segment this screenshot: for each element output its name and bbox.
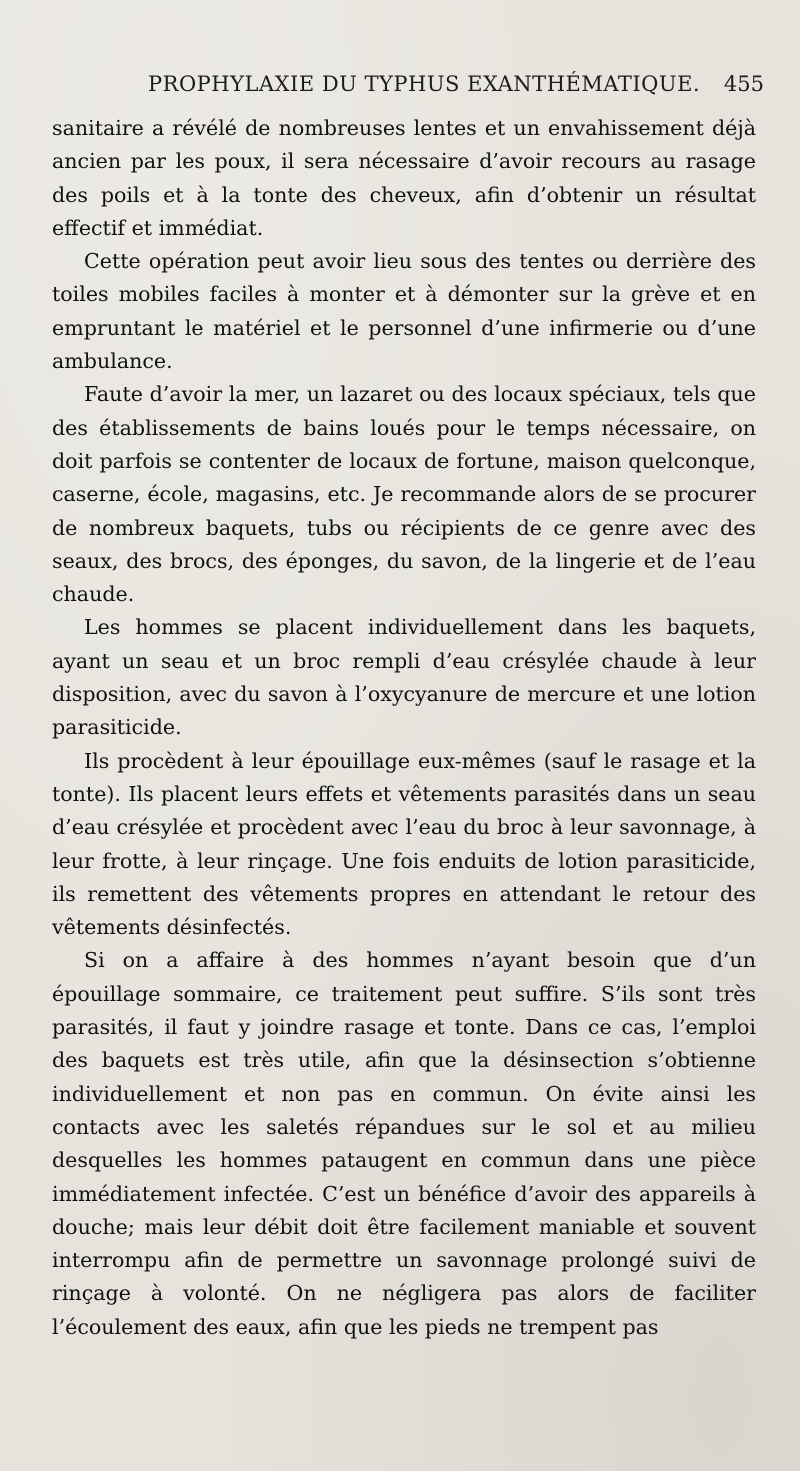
paragraph: Faute d’avoir la mer, un lazaret ou des locaux spéciaux, tels que des établissements de bains loués pour le temps nécessaire, on doit parfois se contenter de locaux de fortune, maison quelconque, caserne, école, magasins, etc. Je recommande alors de se procurer de nombreux baquets, tubs ou récipients de ce genre avec des seaux, des brocs, des éponges, du savon, de la lingerie et de l’eau chaude. xyxy=(52,382,756,607)
paragraph: Cette opération peut avoir lieu sous des tentes ou derrière des toiles mobiles faciles à monter et à démonter sur la grève et en empruntant le matériel et le personnel d’une infirmerie ou d’une ambulance. xyxy=(52,249,756,374)
paragraph: Ils procèdent à leur épouillage eux-mêmes (sauf le rasage et la tonte). Ils placent leurs effets et vêtements parasités dans un seau d’eau crésylée et procèdent avec l’eau du broc à leur savonnage, à leur frotte, à leur rinçage. Une fois enduits de lotion parasiticide, ils remettent des vêtements propres en attendant le retour des vêtements désinfectés. xyxy=(52,748,756,940)
running-head: PROPHYLAXIE DU TYPHUS EXANTHÉMATIQUE. xyxy=(148,72,701,96)
paragraph: Si on a affaire à des hommes n’ayant besoin que d’un épouillage sommaire, ce traitement peut suffire. S’ils sont très parasités, il faut y joindre rasage et tonte. Dans ce cas, l’emploi des baquets est très utile, afin que la désinsection s’obtienne individuellement et non pas en commun. On évite ainsi les contacts avec les saletés répandues sur le sol et au milieu desquelles les hommes pataugent en commun dans une pièce immédiatement infectée. C’est un bénéfice d’avoir des appareils à douche; mais leur débit doit être facilement maniable et souvent interrompu afin de permettre un savonnage prolongé suivi de rinçage à volonté. On ne négligera pas alors de faciliter l’écoulement des eaux, afin que les pieds ne trempent pas xyxy=(52,948,756,1339)
page-number: 455 xyxy=(723,72,764,96)
paragraph: Les hommes se placent individuellement dans les baquets, ayant un seau et un broc rempli d’eau crésylée chaude à leur disposition, avec du savon à l’oxycyanure de mercure et une lotion parasiticide. xyxy=(52,615,756,740)
body-text xyxy=(52,112,756,1344)
page-header xyxy=(52,66,764,106)
paragraph: sanitaire a révélé de nombreuses lentes et un envahissement déjà ancien par les poux, il sera nécessaire d’avoir recours au rasage des poils et à la tonte des cheveux, afin d’obtenir un résultat effectif et immédiat. xyxy=(52,116,756,240)
